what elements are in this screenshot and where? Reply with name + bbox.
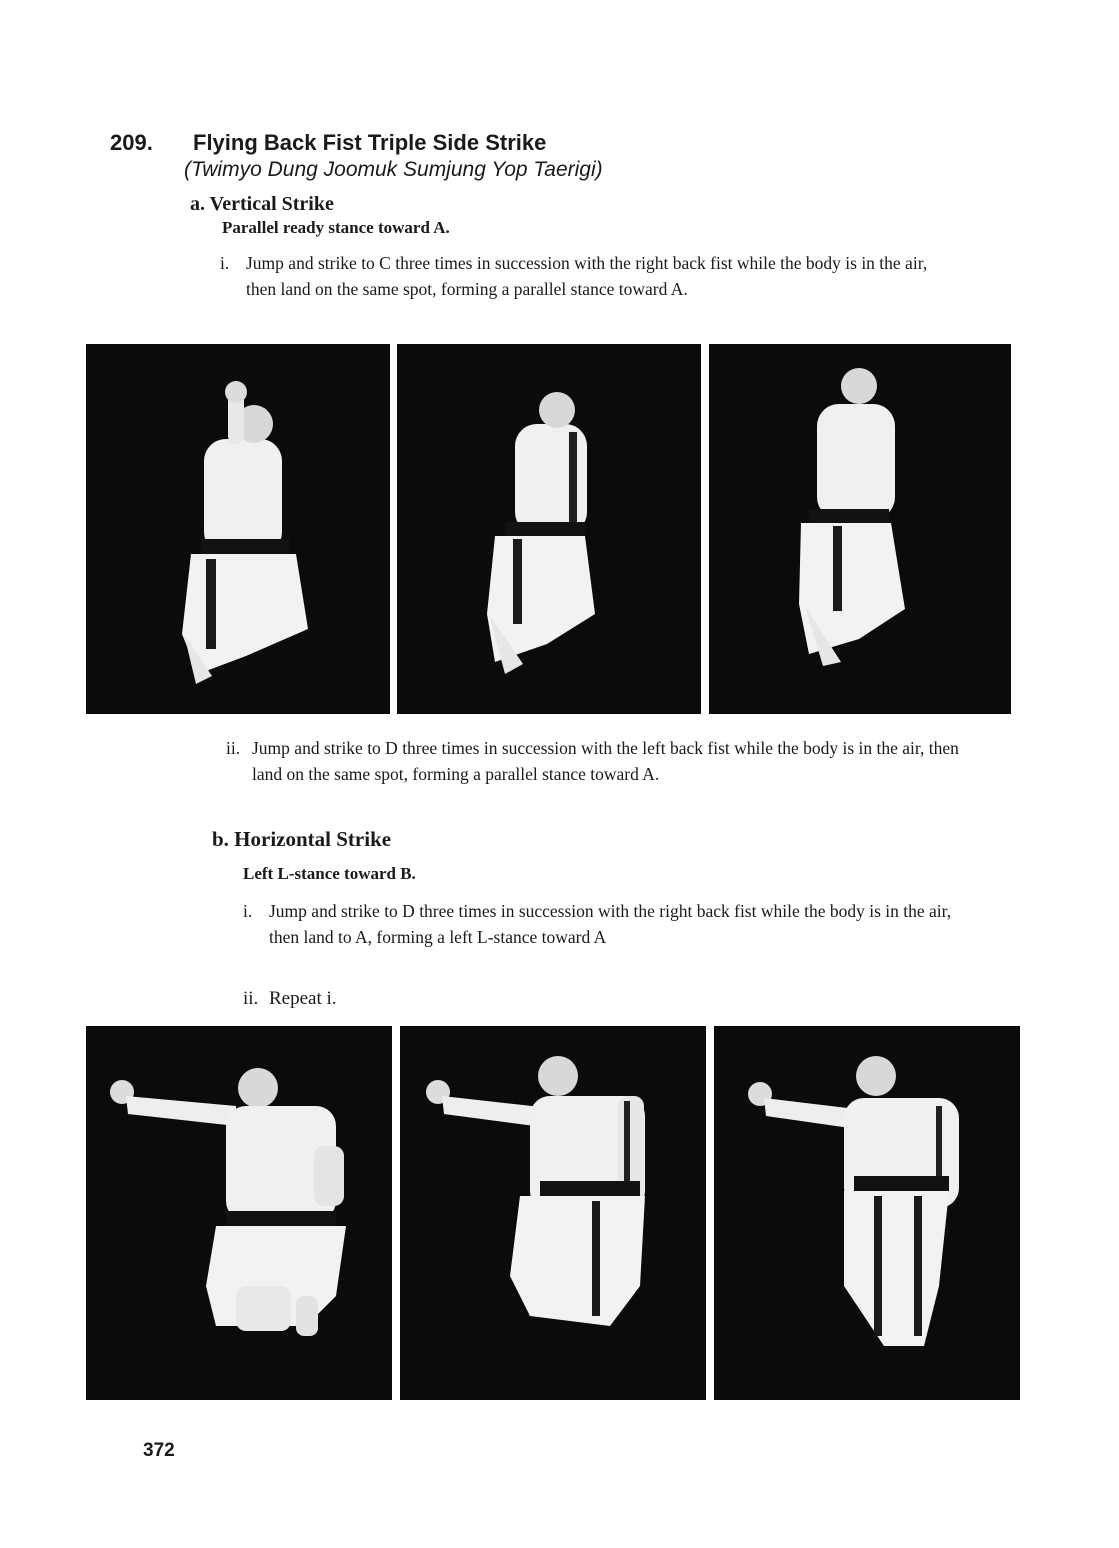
photo-horizontal-1 xyxy=(86,1026,392,1400)
step-label: i. xyxy=(220,253,230,273)
photo-strip-vertical-strike xyxy=(86,344,1011,714)
part-b-step-ii xyxy=(243,986,643,1012)
step-label: ii. xyxy=(226,738,241,758)
part-a-stance: Parallel ready stance toward A. xyxy=(222,218,450,237)
photo-vertical-3 xyxy=(709,344,1011,714)
part-b-stance: Left L-stance toward B. xyxy=(243,864,416,883)
step-text: Jump and strike to D three times in succession with the left back fist while the body is in the air, then land on the same spot, forming a parallel stance toward A. xyxy=(252,738,959,784)
part-b-heading: b. Horizontal Strike xyxy=(212,827,392,851)
photo-vertical-1 xyxy=(86,344,390,714)
section-subtitle: (Twimyo Dung Joomuk Sumjung Yop Taerigi) xyxy=(184,158,603,181)
part-a-step-ii xyxy=(226,735,961,787)
photo-vertical-2 xyxy=(397,344,701,714)
page-number: 372 xyxy=(143,1440,175,1461)
photo-horizontal-2 xyxy=(400,1026,706,1400)
photo-horizontal-3 xyxy=(714,1026,1020,1400)
step-label: i. xyxy=(243,901,253,921)
section-title: Flying Back Fist Triple Side Strike xyxy=(193,130,547,155)
step-text: Jump and strike to C three times in succession with the right back fist while the body is in the air, then land on the same spot, forming a parallel stance toward A. xyxy=(246,253,928,299)
step-text: Jump and strike to D three times in succession with the right back fist while the body is in the air, then land to A, forming a left L-stance toward A xyxy=(269,901,952,947)
section-number: 209. xyxy=(110,130,153,155)
part-a-step-i xyxy=(220,250,955,302)
step-text: Repeat i. xyxy=(269,988,337,1009)
step-label: ii. xyxy=(243,988,259,1009)
part-a-heading: a. Vertical Strike xyxy=(190,193,334,215)
part-b-step-i xyxy=(243,898,978,950)
photo-strip-horizontal-strike xyxy=(86,1026,1020,1400)
